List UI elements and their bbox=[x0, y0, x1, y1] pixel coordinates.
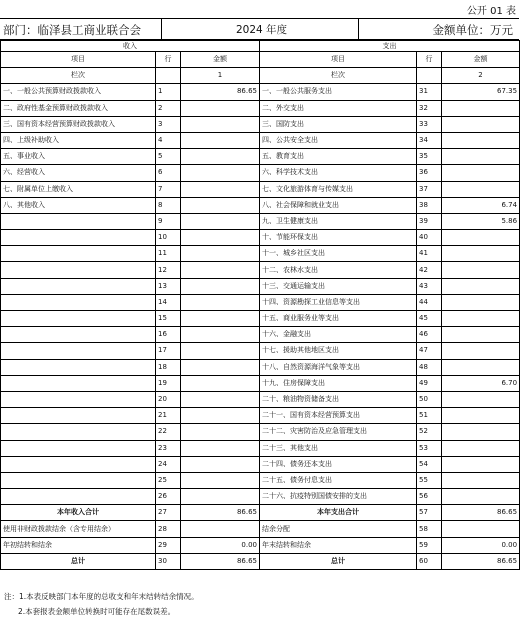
income-amount bbox=[181, 116, 260, 132]
expense-amount bbox=[442, 359, 520, 375]
expense-item: 十八、自然资源海洋气象等支出 bbox=[260, 359, 417, 375]
expense-line-number: 55 bbox=[417, 472, 442, 488]
income-line-number: 17 bbox=[156, 343, 181, 359]
income-seq-line bbox=[156, 68, 181, 84]
expense-line-number: 53 bbox=[417, 440, 442, 456]
summary-row bbox=[1, 521, 520, 537]
table-row bbox=[1, 278, 520, 294]
expense-amount bbox=[442, 165, 520, 181]
expense-item: 十九、住房保障支出 bbox=[260, 375, 417, 391]
department-label: 部门：临泽县工商业联合会 bbox=[3, 23, 141, 37]
expense-item: 十二、农林水支出 bbox=[260, 262, 417, 278]
expense-line-number: 54 bbox=[417, 456, 442, 472]
header-divider bbox=[358, 19, 359, 39]
income-item bbox=[1, 294, 156, 310]
income-item bbox=[1, 489, 156, 505]
expense-item: 七、文化旅游体育与传媒支出 bbox=[260, 181, 417, 197]
report-header bbox=[0, 18, 519, 40]
expense-amount: 6.74 bbox=[442, 197, 520, 213]
expense-item: 二十四、债务还本支出 bbox=[260, 456, 417, 472]
income-amount bbox=[181, 230, 260, 246]
income-item bbox=[1, 246, 156, 262]
income-amount bbox=[181, 262, 260, 278]
income-amount bbox=[181, 165, 260, 181]
expense-summary-amount: 86.65 bbox=[442, 505, 520, 521]
table-row bbox=[1, 327, 520, 343]
table-row bbox=[1, 343, 520, 359]
income-line-number: 20 bbox=[156, 391, 181, 407]
expense-seq-label: 栏次 bbox=[260, 68, 417, 84]
expense-amount bbox=[442, 149, 520, 165]
expense-item: 六、科学技术支出 bbox=[260, 165, 417, 181]
expense-line-number: 45 bbox=[417, 311, 442, 327]
income-item-header: 项目 bbox=[1, 52, 156, 68]
income-amount bbox=[181, 100, 260, 116]
income-item: 六、经营收入 bbox=[1, 165, 156, 181]
sequence-row bbox=[1, 68, 520, 84]
expense-line-number: 38 bbox=[417, 197, 442, 213]
expense-item: 八、社会保障和就业支出 bbox=[260, 197, 417, 213]
income-line-number: 5 bbox=[156, 149, 181, 165]
income-item bbox=[1, 375, 156, 391]
summary-row bbox=[1, 553, 520, 569]
expense-line-number: 40 bbox=[417, 230, 442, 246]
income-amount bbox=[181, 391, 260, 407]
expense-line-number: 36 bbox=[417, 165, 442, 181]
expense-amount bbox=[442, 181, 520, 197]
expense-item-header: 项目 bbox=[260, 52, 417, 68]
income-item bbox=[1, 456, 156, 472]
expense-amount: 67.35 bbox=[442, 84, 520, 100]
income-line-number: 1 bbox=[156, 84, 181, 100]
expense-item: 三、国防支出 bbox=[260, 116, 417, 132]
income-amount bbox=[181, 424, 260, 440]
income-line-number: 15 bbox=[156, 311, 181, 327]
table-row bbox=[1, 132, 520, 148]
expense-item: 四、公共安全支出 bbox=[260, 132, 417, 148]
table-row bbox=[1, 391, 520, 407]
table-row bbox=[1, 149, 520, 165]
income-line-number: 21 bbox=[156, 408, 181, 424]
income-amount bbox=[181, 197, 260, 213]
expense-line-number: 33 bbox=[417, 116, 442, 132]
expense-summary-amount: 86.65 bbox=[442, 553, 520, 569]
expense-line-header: 行 bbox=[417, 52, 442, 68]
expense-item: 二、外交支出 bbox=[260, 100, 417, 116]
expense-item: 九、卫生健康支出 bbox=[260, 213, 417, 229]
income-line-number: 11 bbox=[156, 246, 181, 262]
expense-line-number: 31 bbox=[417, 84, 442, 100]
income-amount: 86.65 bbox=[181, 84, 260, 100]
expense-amount bbox=[442, 132, 520, 148]
expense-line-number: 35 bbox=[417, 149, 442, 165]
expense-seq-line bbox=[417, 68, 442, 84]
table-row bbox=[1, 456, 520, 472]
income-item bbox=[1, 408, 156, 424]
table-row bbox=[1, 213, 520, 229]
report-year: 2024 年度 bbox=[236, 24, 288, 36]
expense-item: 十五、商业服务业等支出 bbox=[260, 311, 417, 327]
expense-amount bbox=[442, 327, 520, 343]
footnote-2: 2.本套报表金额单位转换时可能存在尾数误差。 bbox=[18, 607, 176, 616]
table-row bbox=[1, 181, 520, 197]
income-line-number: 23 bbox=[156, 440, 181, 456]
income-line-number: 22 bbox=[156, 424, 181, 440]
expense-amount: 5.86 bbox=[442, 213, 520, 229]
income-line-number: 4 bbox=[156, 132, 181, 148]
expense-summary-item: 结余分配 bbox=[260, 521, 417, 537]
income-line-number: 13 bbox=[156, 278, 181, 294]
income-item bbox=[1, 472, 156, 488]
table-row bbox=[1, 116, 520, 132]
income-item: 五、事业收入 bbox=[1, 149, 156, 165]
expense-line-number: 34 bbox=[417, 132, 442, 148]
expense-summary-item: 总计 bbox=[260, 553, 417, 569]
income-line-header: 行 bbox=[156, 52, 181, 68]
expense-item: 二十一、国有资本经营预算支出 bbox=[260, 408, 417, 424]
budget-table bbox=[0, 40, 520, 570]
table-row bbox=[1, 440, 520, 456]
table-row bbox=[1, 311, 520, 327]
income-item bbox=[1, 391, 156, 407]
income-line-number: 12 bbox=[156, 262, 181, 278]
income-amount bbox=[181, 246, 260, 262]
expense-line-number: 41 bbox=[417, 246, 442, 262]
expense-line-number: 50 bbox=[417, 391, 442, 407]
income-line-number: 8 bbox=[156, 197, 181, 213]
income-amount-header: 金额 bbox=[181, 52, 260, 68]
income-line-number: 27 bbox=[156, 505, 181, 521]
expense-amount bbox=[442, 230, 520, 246]
expense-line-number: 56 bbox=[417, 489, 442, 505]
expense-amount bbox=[442, 489, 520, 505]
income-item bbox=[1, 213, 156, 229]
table-row bbox=[1, 359, 520, 375]
expense-line-number: 32 bbox=[417, 100, 442, 116]
income-amount bbox=[181, 213, 260, 229]
income-summary-amount: 86.65 bbox=[181, 553, 260, 569]
income-amount bbox=[181, 327, 260, 343]
income-item bbox=[1, 440, 156, 456]
expense-item: 二十二、灾害防治及应急管理支出 bbox=[260, 424, 417, 440]
income-summary-item: 本年收入合计 bbox=[1, 505, 156, 521]
income-line-number: 6 bbox=[156, 165, 181, 181]
table-row bbox=[1, 100, 520, 116]
income-line-number: 19 bbox=[156, 375, 181, 391]
table-row bbox=[1, 472, 520, 488]
expense-amount bbox=[442, 343, 520, 359]
income-item: 三、国有资本经营预算财政拨款收入 bbox=[1, 116, 156, 132]
expense-amount bbox=[442, 440, 520, 456]
header-divider bbox=[161, 19, 162, 39]
expense-item: 十、节能环保支出 bbox=[260, 230, 417, 246]
section-header-row bbox=[1, 41, 520, 52]
expense-line-number: 48 bbox=[417, 359, 442, 375]
income-item: 七、附属单位上缴收入 bbox=[1, 181, 156, 197]
expense-line-number: 43 bbox=[417, 278, 442, 294]
expense-line-number: 57 bbox=[417, 505, 442, 521]
income-line-number: 16 bbox=[156, 327, 181, 343]
expense-line-number: 47 bbox=[417, 343, 442, 359]
expense-amount bbox=[442, 456, 520, 472]
expense-item: 五、教育支出 bbox=[260, 149, 417, 165]
income-item bbox=[1, 327, 156, 343]
expense-item: 十七、援助其他地区支出 bbox=[260, 343, 417, 359]
income-amount bbox=[181, 375, 260, 391]
income-line-number: 24 bbox=[156, 456, 181, 472]
income-item bbox=[1, 262, 156, 278]
income-amount bbox=[181, 456, 260, 472]
expense-amount bbox=[442, 100, 520, 116]
expense-item: 二十三、其他支出 bbox=[260, 440, 417, 456]
income-amount bbox=[181, 311, 260, 327]
income-amount bbox=[181, 149, 260, 165]
table-row bbox=[1, 230, 520, 246]
income-item bbox=[1, 230, 156, 246]
income-line-number: 30 bbox=[156, 553, 181, 569]
income-seq-number: 1 bbox=[181, 68, 260, 84]
expense-amount bbox=[442, 262, 520, 278]
income-amount bbox=[181, 294, 260, 310]
income-summary-amount: 86.65 bbox=[181, 505, 260, 521]
income-amount bbox=[181, 132, 260, 148]
table-row bbox=[1, 197, 520, 213]
income-item bbox=[1, 359, 156, 375]
expense-amount bbox=[442, 408, 520, 424]
income-line-number: 29 bbox=[156, 537, 181, 553]
footnote-1: 注：1.本表反映部门本年度的总收支和年末结转结余情况。 bbox=[4, 592, 199, 601]
income-amount bbox=[181, 278, 260, 294]
expense-line-number: 42 bbox=[417, 262, 442, 278]
income-amount bbox=[181, 343, 260, 359]
expense-line-number: 39 bbox=[417, 213, 442, 229]
expense-amount bbox=[442, 278, 520, 294]
table-row bbox=[1, 375, 520, 391]
income-item bbox=[1, 311, 156, 327]
expense-section-title: 支出 bbox=[260, 41, 520, 52]
income-item: 八、其他收入 bbox=[1, 197, 156, 213]
income-summary-amount bbox=[181, 521, 260, 537]
table-row bbox=[1, 246, 520, 262]
income-summary-amount: 0.00 bbox=[181, 537, 260, 553]
income-item: 一、一般公共预算财政拨款收入 bbox=[1, 84, 156, 100]
expense-amount bbox=[442, 311, 520, 327]
expense-summary-item: 本年支出合计 bbox=[260, 505, 417, 521]
income-item: 二、政府性基金预算财政拨款收入 bbox=[1, 100, 156, 116]
income-line-number: 3 bbox=[156, 116, 181, 132]
expense-line-number: 60 bbox=[417, 553, 442, 569]
expense-line-number: 44 bbox=[417, 294, 442, 310]
income-summary-item: 年初结转和结余 bbox=[1, 537, 156, 553]
income-amount bbox=[181, 472, 260, 488]
table-row bbox=[1, 489, 520, 505]
expense-summary-item: 年末结转和结余 bbox=[260, 537, 417, 553]
income-line-number: 26 bbox=[156, 489, 181, 505]
amount-unit: 金额单位：万元 bbox=[432, 23, 513, 37]
income-line-number: 14 bbox=[156, 294, 181, 310]
expense-amount bbox=[442, 391, 520, 407]
expense-amount bbox=[442, 246, 520, 262]
income-amount bbox=[181, 408, 260, 424]
income-line-number: 18 bbox=[156, 359, 181, 375]
table-row bbox=[1, 84, 520, 100]
expense-item: 十一、城乡社区支出 bbox=[260, 246, 417, 262]
summary-row bbox=[1, 505, 520, 521]
income-line-number: 7 bbox=[156, 181, 181, 197]
expense-amount bbox=[442, 116, 520, 132]
expense-item: 二十、粮油物资储备支出 bbox=[260, 391, 417, 407]
expense-line-number: 49 bbox=[417, 375, 442, 391]
expense-amount bbox=[442, 424, 520, 440]
expense-line-number: 52 bbox=[417, 424, 442, 440]
expense-line-number: 58 bbox=[417, 521, 442, 537]
income-item bbox=[1, 343, 156, 359]
income-line-number: 10 bbox=[156, 230, 181, 246]
expense-line-number: 37 bbox=[417, 181, 442, 197]
expense-item: 十六、金融支出 bbox=[260, 327, 417, 343]
income-item bbox=[1, 278, 156, 294]
income-line-number: 9 bbox=[156, 213, 181, 229]
income-summary-item: 使用非财政拨款结余（含专用结余） bbox=[1, 521, 156, 537]
income-line-number: 2 bbox=[156, 100, 181, 116]
expense-line-number: 46 bbox=[417, 327, 442, 343]
summary-row bbox=[1, 537, 520, 553]
table-row bbox=[1, 262, 520, 278]
form-code: 公开 01 表 bbox=[466, 6, 516, 17]
expense-item: 十三、交通运输支出 bbox=[260, 278, 417, 294]
income-summary-item: 总计 bbox=[1, 553, 156, 569]
expense-summary-amount bbox=[442, 521, 520, 537]
expense-amount: 6.70 bbox=[442, 375, 520, 391]
income-amount bbox=[181, 359, 260, 375]
expense-amount bbox=[442, 294, 520, 310]
expense-line-number: 59 bbox=[417, 537, 442, 553]
expense-item: 二十五、债务付息支出 bbox=[260, 472, 417, 488]
table-row bbox=[1, 408, 520, 424]
income-line-number: 28 bbox=[156, 521, 181, 537]
income-amount bbox=[181, 181, 260, 197]
expense-summary-amount: 0.00 bbox=[442, 537, 520, 553]
income-item: 四、上级补助收入 bbox=[1, 132, 156, 148]
income-line-number: 25 bbox=[156, 472, 181, 488]
table-row bbox=[1, 165, 520, 181]
table-row bbox=[1, 294, 520, 310]
income-amount bbox=[181, 489, 260, 505]
expense-item: 一、一般公共服务支出 bbox=[260, 84, 417, 100]
income-seq-label: 栏次 bbox=[1, 68, 156, 84]
income-section-title: 收入 bbox=[1, 41, 260, 52]
expense-seq-number: 2 bbox=[442, 68, 520, 84]
income-amount bbox=[181, 440, 260, 456]
expense-item: 十四、资源勘探工业信息等支出 bbox=[260, 294, 417, 310]
expense-amount bbox=[442, 472, 520, 488]
table-row bbox=[1, 424, 520, 440]
footnotes bbox=[4, 589, 199, 619]
column-header-row bbox=[1, 52, 520, 68]
income-item bbox=[1, 424, 156, 440]
expense-item: 二十六、抗疫特别国债安排的支出 bbox=[260, 489, 417, 505]
expense-line-number: 51 bbox=[417, 408, 442, 424]
expense-amount-header: 金额 bbox=[442, 52, 520, 68]
